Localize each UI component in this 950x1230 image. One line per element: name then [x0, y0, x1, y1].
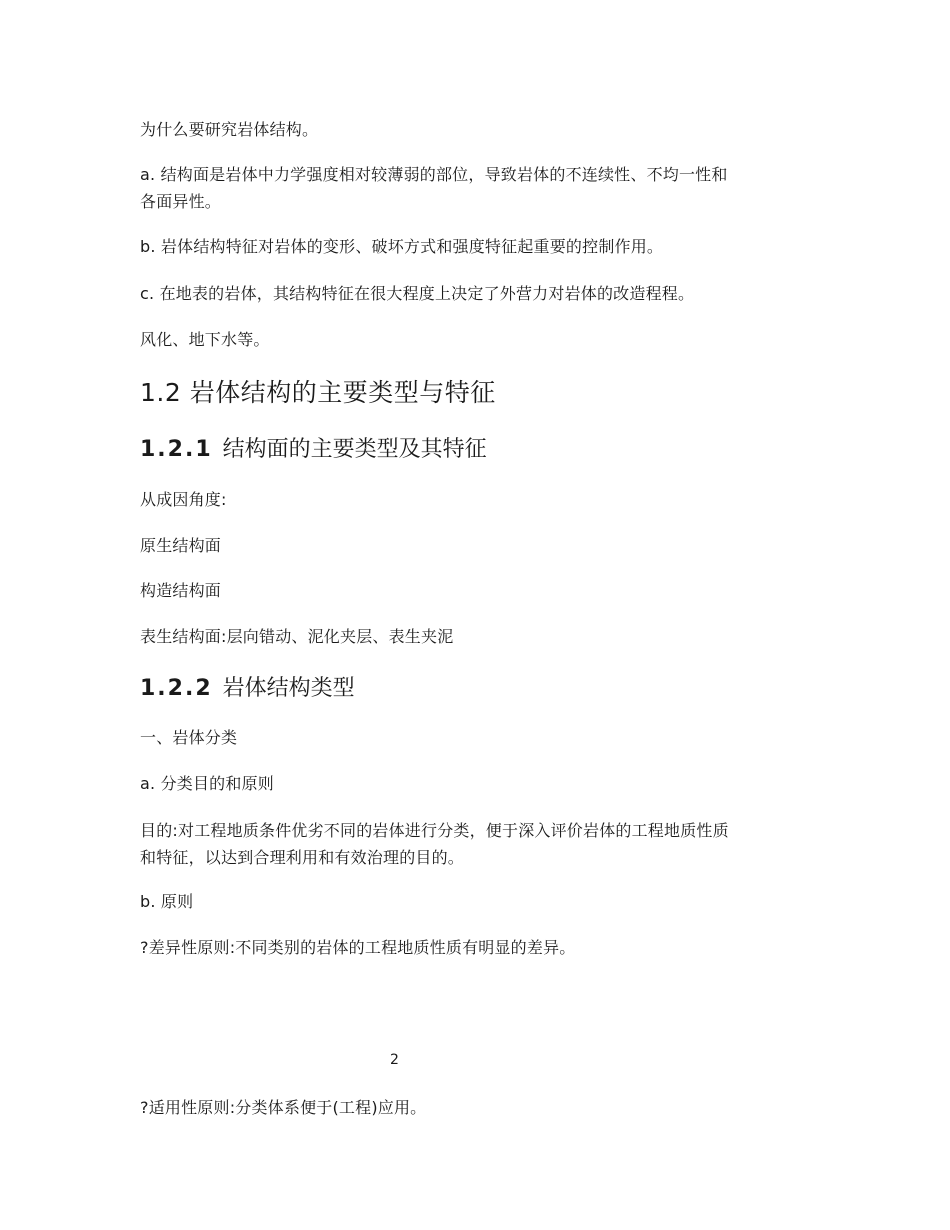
subsection-number: 1.2.2 [140, 676, 213, 701]
paragraph-principle: b. 原则 [140, 892, 194, 911]
subsection-title: 结构面的主要类型及其特征 [222, 437, 487, 462]
paragraph-weathering: 风化、地下水等。 [140, 330, 270, 349]
paragraph-genesis: 从成因角度: [140, 490, 227, 509]
paragraph-rock-classification: 一、岩体分类 [140, 728, 238, 747]
subsection-heading-1-2-2 [140, 674, 355, 704]
section-heading-1-2: 1.2 岩体结构的主要类型与特征 [140, 378, 496, 407]
subsection-number: 1.2.1 [140, 437, 213, 462]
paragraph-why-study: 为什么要研究岩体结构。 [140, 120, 319, 139]
paragraph-primary-plane: 原生结构面 [140, 536, 222, 555]
paragraph-purpose-line2: 和特征，以达到合理利用和有效治理的目的。 [140, 848, 465, 867]
paragraph-item-c: c. 在地表的岩体，其结构特征在很大程度上决定了外营力对岩体的改造程程。 [140, 284, 695, 303]
paragraph-supergene-plane: 表生结构面:层向错动、泥化夹层、表生夹泥 [140, 627, 454, 646]
paragraph-applicability-principle: ?适用性原则:分类体系便于(工程)应用。 [140, 1098, 427, 1117]
paragraph-purpose-line1: 目的:对工程地质条件优劣不同的岩体进行分类，便于深入评价岩体的工程地质性质 [140, 821, 729, 840]
paragraph-difference-principle: ?差异性原则:不同类别的岩体的工程地质性质有明显的差异。 [140, 938, 576, 957]
paragraph-item-b: b. 岩体结构特征对岩体的变形、破坏方式和强度特征起重要的控制作用。 [140, 237, 664, 256]
paragraph-item-a-line2: 各面异性。 [140, 192, 222, 211]
subsection-heading-1-2-1 [140, 435, 487, 465]
page-number: 2 [390, 1052, 399, 1068]
paragraph-tectonic-plane: 构造结构面 [140, 581, 222, 600]
subsection-title: 岩体结构类型 [222, 676, 355, 701]
paragraph-item-a-line1: a. 结构面是岩体中力学强度相对较薄弱的部位，导致岩体的不连续性、不均一性和 [140, 165, 728, 184]
paragraph-purpose-principle: a. 分类目的和原则 [140, 774, 274, 793]
